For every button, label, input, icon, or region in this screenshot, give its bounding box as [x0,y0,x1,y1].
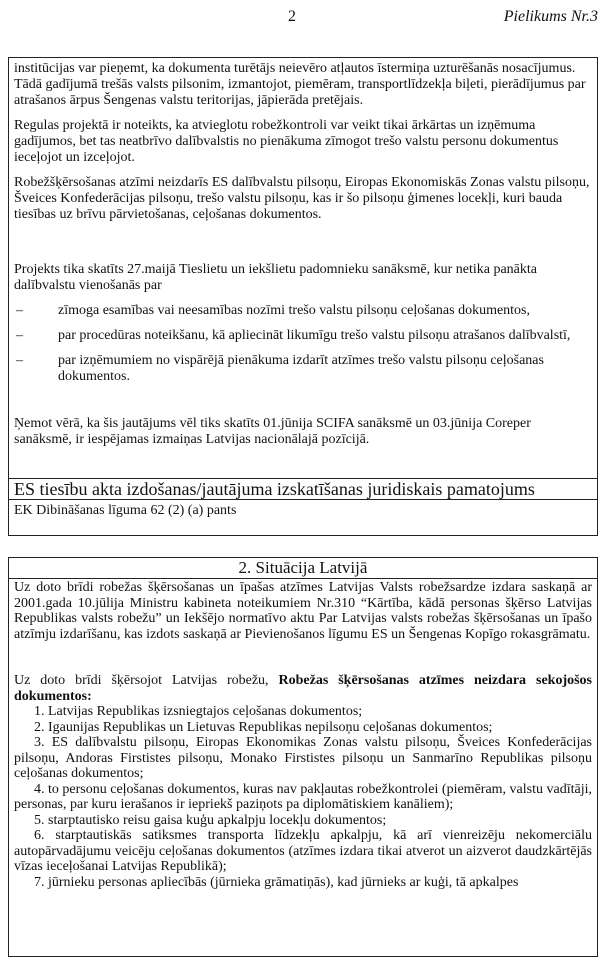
bullet-text: par izņēmumiem no vispārējā pienākuma izdarīt atzīmes trešo valstu pilsoņu ceļošanas dokumentos. [58,353,544,384]
bullet-item [14,328,592,344]
list-item: 7. jūrnieku personas apliecībās (jūrnieka grāmatiņās), kad jūrnieks ar kuģi, tā apkalpes [34,874,519,890]
dash-bullet-icon: – [16,328,23,343]
list-item: 1. Latvijas Republikas izsniegtajos ceļošanas dokumentos; [34,704,363,719]
paragraph: Robežšķērsošanas atzīmi neizdarīs ES dalībvalstu pilsoņu, Eiropas Ekonomiskās Zonas valstu pilsoņu, Šveices Konfederācijas pilsoņu, trešo valstu pilsoņu, kas ir šo pilsoņu ģimenes locekļi, kuri bauda tiesības uz brīvu pārvietošanas, ceļošanas dokumentos. [14,175,590,222]
paragraph: institūcijas var pieņemt, ka dokumenta turētājs neievēro atļautos īstermiņa uzturēšanās nosacījumus. Tādā gadījumā trešās valsts pilsonim, izmantojot, piemēram, transportlīdzekļa biļeti, pierādījumus par atrašanos ārpus Šengenas valstu teritorijas, jāpierāda pretējais. [14,61,586,108]
bullet-item [14,303,592,319]
list-item: 3. ES dalībvalstu pilsoņu, Eiropas Ekonomikas Zonas valstu pilsoņu, Šveices Konfederācijas pilsoņu, Andoras Firstistes pilsoņu, Monako Firstistes pilsoņu un Sanmarīno Republikas pilsoņu ceļošanas dokumentos; [14,735,592,781]
situation-text [9,579,597,891]
list-item: 6. starptautiskās satiksmes transporta līdzekļu apkalpju, kā arī vienreizēju nekomerciālu autopārvadājumu veicēju ceļošanas dokumentos (atzīmes izdara tikai atverot un aizverot daudzkārtējās vīzas ieceļošanai Latvijas Republikā); [14,828,592,874]
position-section-box [8,57,598,536]
situation-section-box [8,557,598,957]
position-text [9,58,597,448]
paragraph: Regulas projektā ir noteikts, ka atvieglotu robežkontroli var veikt tikai ārkārtas un izņēmuma gadījumos, bet tas neatbrīvo dalībvalstis no pienākuma zīmogot trešo valstu personu dokumentus ieceļojot un izceļojot. [14,118,559,165]
paragraph-projekts: Projekts tika skatīts 27.maijā Tieslietu un iekšlietu padomnieku sanāksmē, kur netika panākta dalībvalstu vienošanās par [14,262,537,293]
list-item: 5. starptautisko reisu gaisa kuģu apkalpju locekļu dokumentos; [34,812,387,828]
bullet-text: zīmoga esamības vai neesamības nozīmi trešo valstu pilsoņu ceļošanas dokumentos, [58,303,531,318]
page-number: 2 [288,8,296,25]
intro-paragraph: Uz doto brīdi robežas šķērsošanas un īpašas atzīmes Latvijas Valsts robežsardze izdara saskaņā ar 2001.gada 10.jūlija Ministru kabineta noteikumiem Nr.310 “Kārtība, kādā personas šķērso Latvijas Republikas valsts robežu” un Iekšējo normatīvo aktu Par Latvijas valsts robežas šķērsošanas un īpašo atzīmju izdarīšanu, kas izdots saskaņā ar Pievienošanos līgumu ES un Šengenas Kopīgo rokasgrāmatu. [14,580,592,642]
legal-basis-header: ES tiesību akta izdošanas/jautājuma izskatīšanas juridiskais pamatojums [9,478,597,500]
dash-bullet-icon: – [16,303,23,318]
dash-bullet-icon: – [16,353,23,368]
bullet-text: par procedūras noteikšanu, kā apliecināt likumīgu trešo valstu pilsoņu atrašanos dalībvalstī, [58,328,571,343]
list-item: 4. to personu ceļošanas dokumentos, kuras nav pakļautas robežkontrolei (piemēram, valstu vadītāji, personas, par kuru ierašanos ir iepriekš paziņots pa diplomātiskiem kanāliem); [14,781,592,812]
legal-basis-text: EK Dibināšanas līguma 62 (2) (a) pants [14,503,237,518]
lead-paragraph [14,673,592,704]
list-item: 2. Igaunijas Republikas un Lietuvas Republikas nepilsoņu ceļošanas dokumentos; [34,719,493,735]
lead-plain: Uz doto brīdi šķērsojot Latvijas robežu, [14,673,279,688]
paragraph-nemot: Ņemot vērā, ka šis jautājums vēl tiks skatīts 01.jūnija SCIFA sanāksmē un 03.jūnija Coreper sanāksmē, ir iespējamas izmaiņas Latvijas nacionālajā pozīcijā. [14,416,531,447]
section-title: 2. Situācija Latvijā [9,558,597,579]
annex-label: Pielikums Nr.3 [503,8,598,25]
lead-bold: Robežas šķērsošanas atzīmes neizdara sekojošos dokumentos: [14,673,592,704]
bullet-item [14,353,592,385]
